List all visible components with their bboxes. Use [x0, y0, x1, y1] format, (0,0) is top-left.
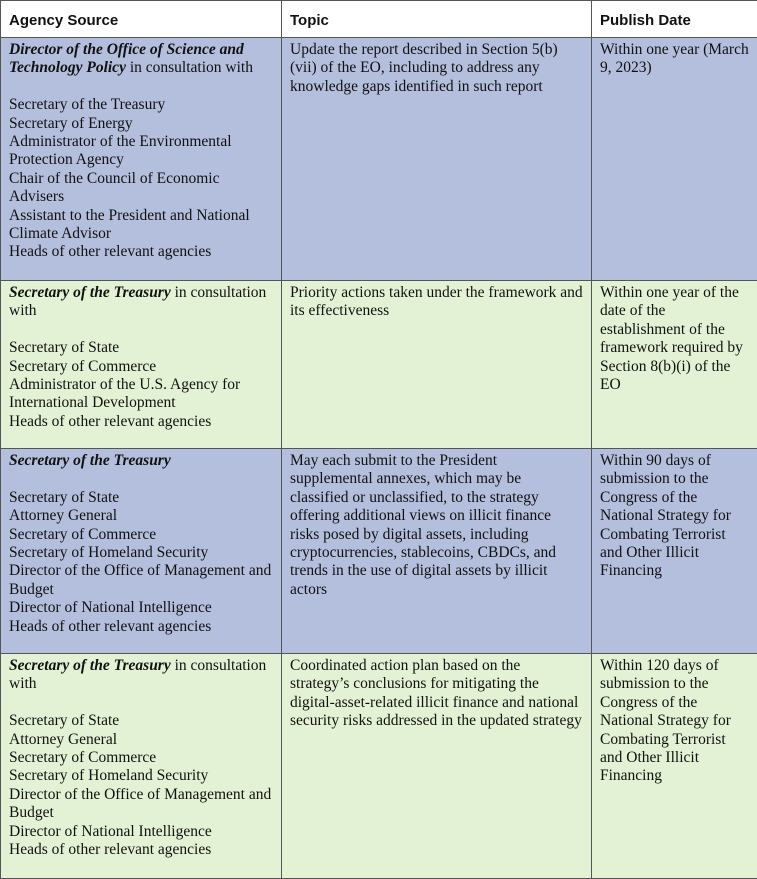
lead-agency-name: Secretary of the Treasury [9, 452, 171, 469]
lead-agency-name: Secretary of the Treasury [9, 657, 171, 674]
agency-source-cell [1, 281, 282, 449]
agency-item: Heads of other relevant agencies [9, 243, 273, 261]
lead-agency [9, 657, 273, 694]
agency-source-cell [1, 654, 282, 879]
agency-item: Secretary of State [9, 712, 273, 730]
table-row [1, 654, 757, 879]
agency-item: Heads of other relevant agencies [9, 841, 273, 859]
spacer [9, 78, 273, 96]
topic-cell: Update the report described in Section 5(b)(vii) of the EO, including to address any knowledge gaps identified in such report [282, 38, 592, 281]
agency-item: Secretary of Commerce [9, 749, 273, 767]
agency-item: Director of National Intelligence [9, 823, 273, 841]
agency-item: Assistant to the President and National Climate Advisor [9, 207, 273, 244]
agency-item: Secretary of Homeland Security [9, 767, 273, 785]
agency-item: Secretary of the Treasury [9, 96, 273, 114]
agency-item: Secretary of Homeland Security [9, 544, 273, 562]
lead-agency-suffix: in consultation with [9, 657, 266, 692]
agency-item: Secretary of State [9, 339, 273, 357]
lead-agency-suffix: in consultation with [9, 284, 266, 319]
lead-agency [9, 452, 273, 470]
agency-item: Administrator of the Environmental Protection Agency [9, 133, 273, 170]
agency-item: Director of National Intelligence [9, 599, 273, 617]
agency-item: Director of the Office of Management and Budget [9, 786, 273, 823]
agency-item: Director of the Office of Management and Budget [9, 562, 273, 599]
agency-item: Secretary of Energy [9, 115, 273, 133]
agency-item: Secretary of Commerce [9, 358, 273, 376]
publish-date-cell: Within one year (March 9, 2023) [592, 38, 757, 281]
lead-agency-name: Secretary of the Treasury [9, 284, 171, 301]
topic-cell: Coordinated action plan based on the strategy’s conclusions for mitigating the digital-asset-related illicit finance and national security risks addressed in the updated strategy [282, 654, 592, 879]
table-row [1, 449, 757, 654]
agency-source-cell [1, 38, 282, 281]
agency-item: Secretary of Commerce [9, 526, 273, 544]
header-agency-source: Agency Source [1, 1, 282, 38]
lead-agency [9, 284, 273, 321]
agency-item: Heads of other relevant agencies [9, 413, 273, 431]
topic-cell: Priority actions taken under the framework and its effectiveness [282, 281, 592, 449]
spacer [9, 470, 273, 488]
topic-cell: May each submit to the President supplemental annexes, which may be classified or unclassified, to the strategy offering additional views on illicit finance risks posed by digital assets, including cryptocurrencies, stablecoins, CBDCs, and trends in the use of digital assets by illicit actors [282, 449, 592, 654]
lead-agency-suffix: in consultation with [126, 59, 253, 76]
lead-agency [9, 41, 273, 78]
agency-item: Chair of the Council of Economic Advisers [9, 170, 273, 207]
agency-item: Administrator of the U.S. Agency for International Development [9, 376, 273, 413]
spacer [9, 321, 273, 339]
header-publish-date: Publish Date [592, 1, 757, 38]
agency-source-cell [1, 449, 282, 654]
publish-date-cell: Within 120 days of submission to the Congress of the National Strategy for Combating Terrorist and Other Illicit Financing [592, 654, 757, 879]
table-row [1, 38, 757, 281]
table-row [1, 281, 757, 449]
agency-item: Attorney General [9, 731, 273, 749]
agency-item: Secretary of State [9, 489, 273, 507]
table-header-row [1, 1, 757, 38]
header-topic: Topic [282, 1, 592, 38]
spacer [9, 694, 273, 712]
publish-date-cell: Within one year of the date of the establishment of the framework required by Section 8(b)(i) of the EO [592, 281, 757, 449]
agency-item: Heads of other relevant agencies [9, 618, 273, 636]
lead-agency-name: Director of the Office of Science and Technology Policy [9, 41, 244, 76]
publish-date-cell: Within 90 days of submission to the Congress of the National Strategy for Combating Terrorist and Other Illicit Financing [592, 449, 757, 654]
agency-item: Attorney General [9, 507, 273, 525]
